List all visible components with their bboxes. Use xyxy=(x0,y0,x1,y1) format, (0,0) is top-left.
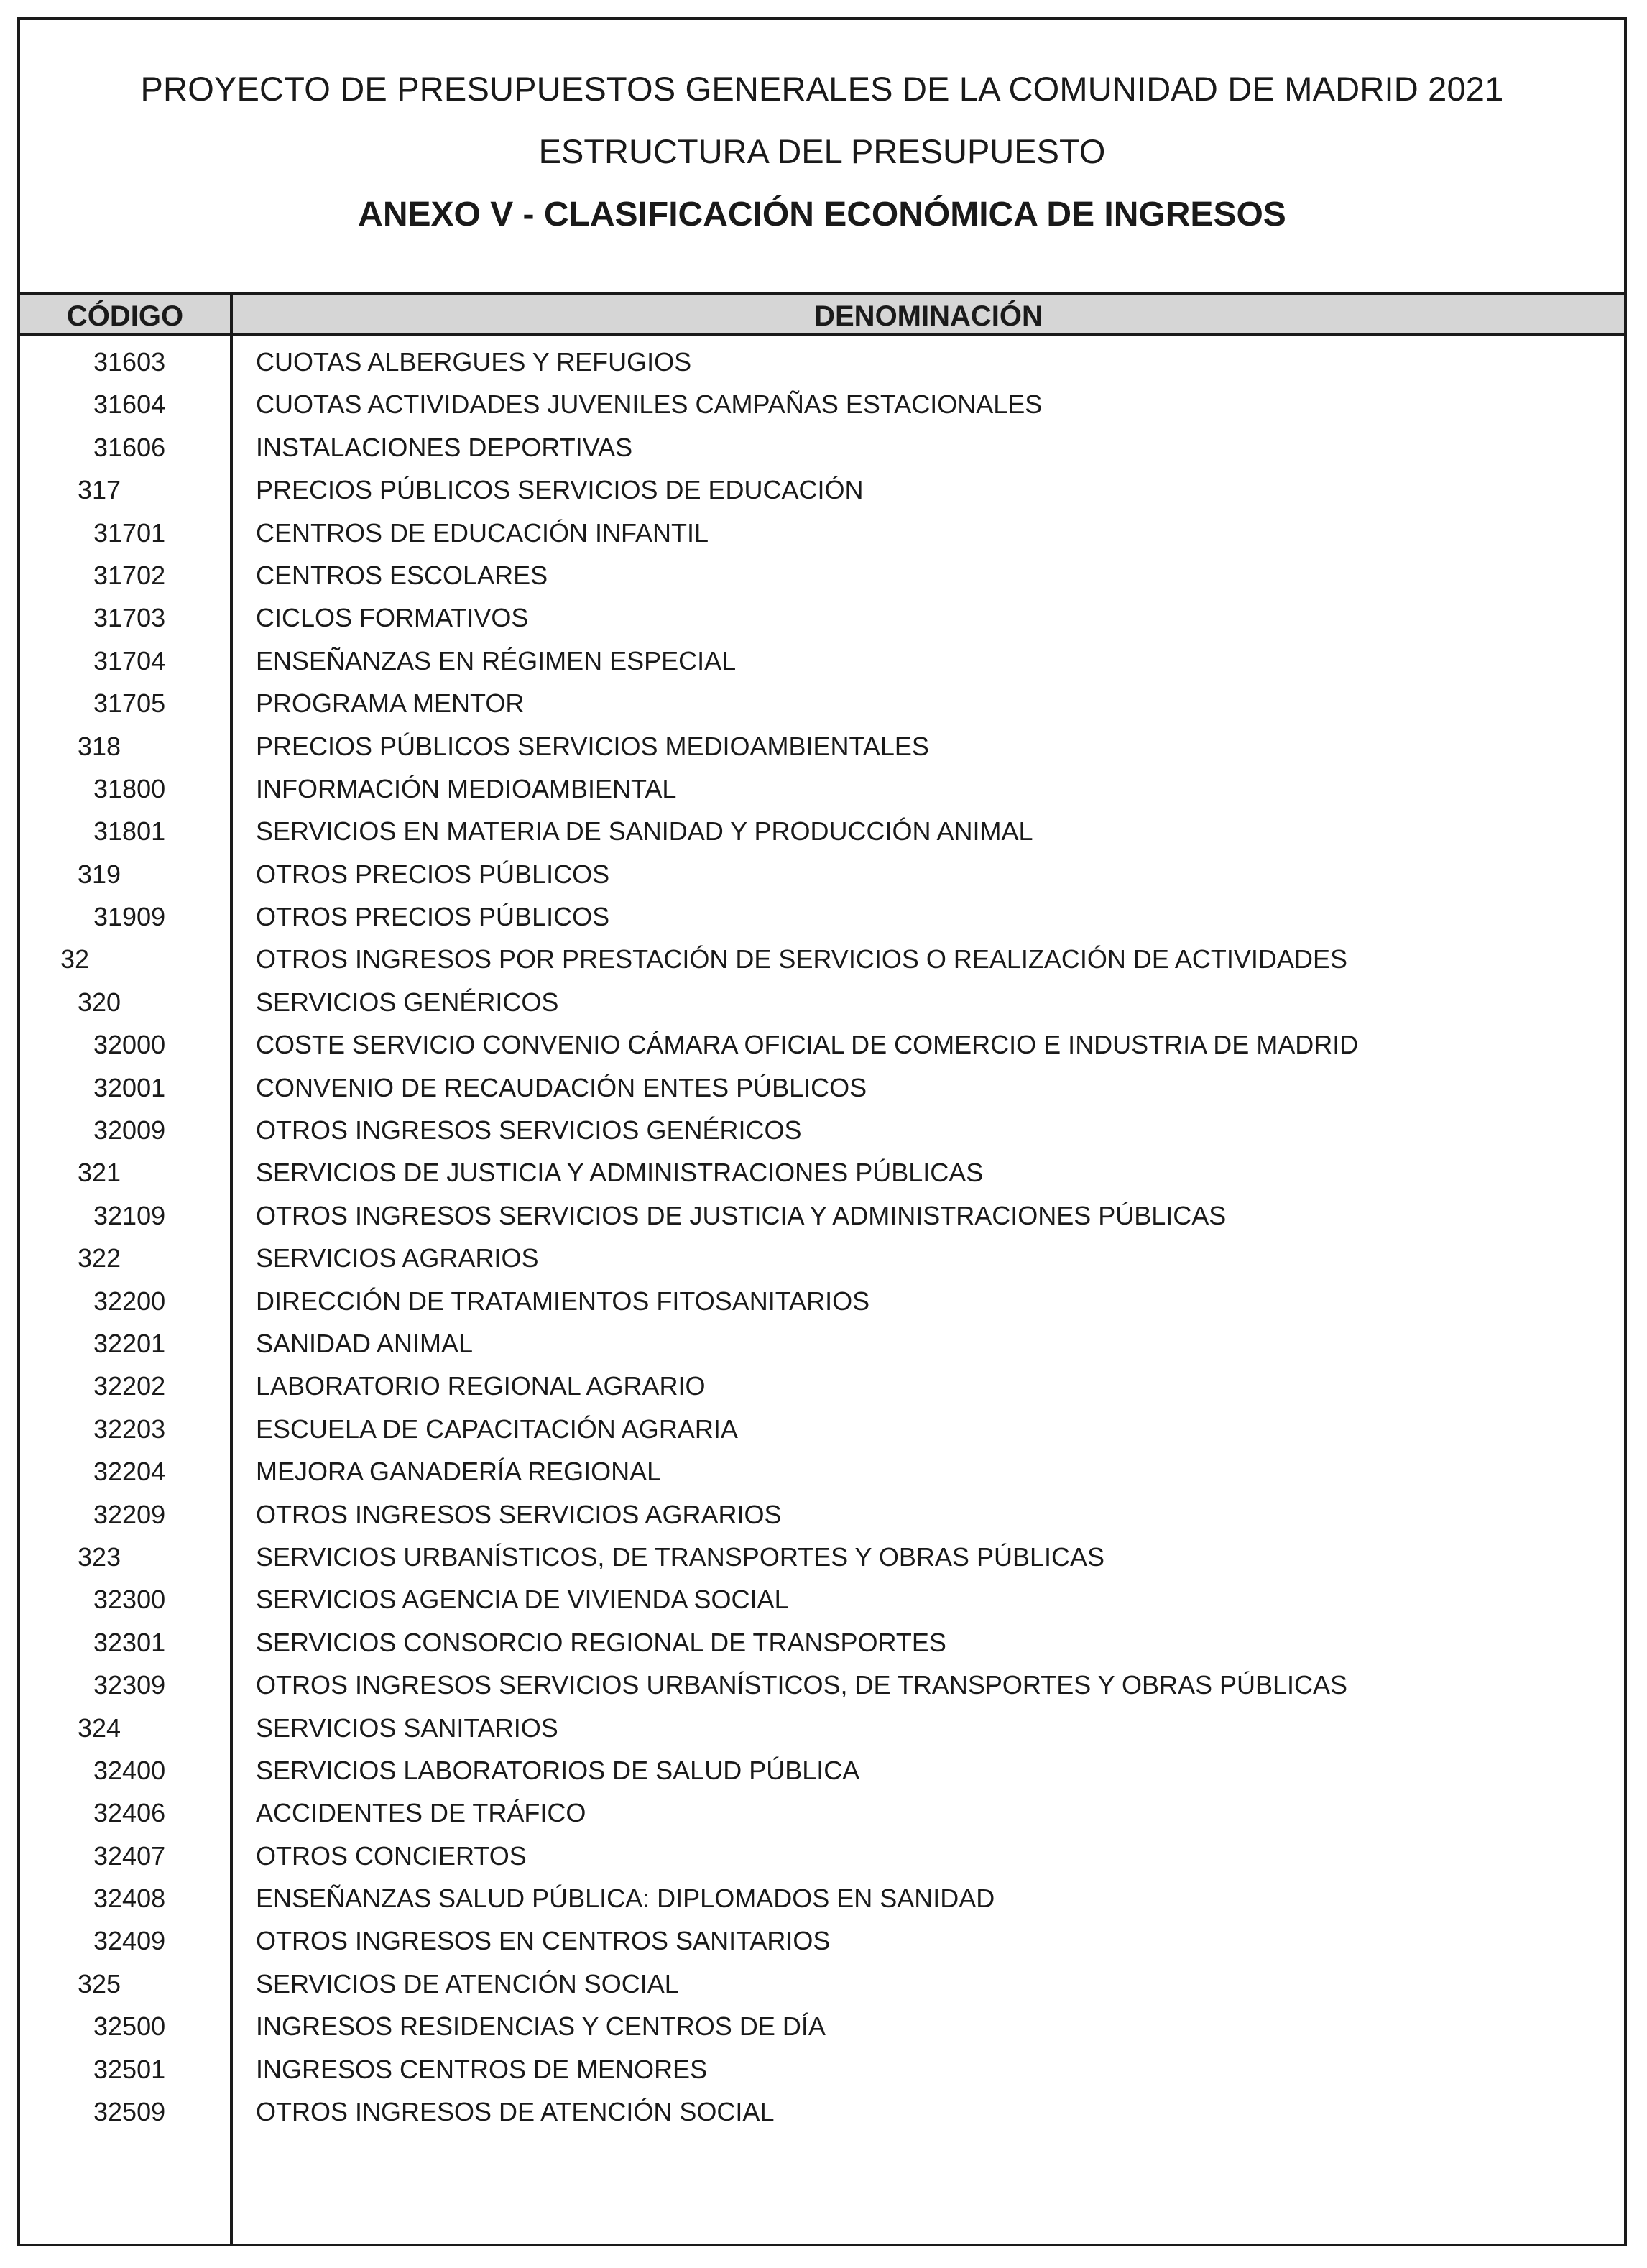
row-code: 32408 xyxy=(93,1884,166,1914)
row-denomination: DIRECCIÓN DE TRATAMIENTOS FITOSANITARIOS xyxy=(256,1286,870,1316)
row-code: 32509 xyxy=(93,2097,166,2127)
document-subtitle: ESTRUCTURA DEL PRESUPUESTO xyxy=(538,132,1106,170)
table-row xyxy=(20,1322,1624,1365)
row-code: 32309 xyxy=(93,1670,166,1700)
table-row xyxy=(20,1109,1624,1151)
row-denomination: OTROS CONCIERTOS xyxy=(256,1840,527,1871)
row-denomination: INGRESOS CENTROS DE MENORES xyxy=(256,2054,708,2084)
row-code: 31702 xyxy=(93,560,166,590)
row-code: 32009 xyxy=(93,1115,166,1145)
table-row xyxy=(20,1749,1624,1792)
document-frame xyxy=(17,17,1627,2246)
row-code: 31704 xyxy=(93,645,166,676)
table-row xyxy=(20,938,1624,980)
table-row xyxy=(20,596,1624,639)
row-denomination: SERVICIOS CONSORCIO REGIONAL DE TRANSPORTES xyxy=(256,1627,946,1657)
table-row xyxy=(20,1664,1624,1706)
row-code: 32202 xyxy=(93,1371,166,1401)
row-denomination: SERVICIOS AGRARIOS xyxy=(256,1243,539,1273)
table-row xyxy=(20,1919,1624,1962)
table-row xyxy=(20,1151,1624,1194)
row-denomination: MEJORA GANADERÍA REGIONAL xyxy=(256,1457,662,1487)
row-code: 32407 xyxy=(93,1840,166,1871)
table-row xyxy=(20,1194,1624,1237)
table-row xyxy=(20,2090,1624,2133)
row-code: 32300 xyxy=(93,1585,166,1615)
row-code: 32200 xyxy=(93,1286,166,1316)
row-code: 31705 xyxy=(93,688,166,719)
row-denomination: OTROS PRECIOS PÚBLICOS xyxy=(256,859,610,889)
row-denomination: SERVICIOS SANITARIOS xyxy=(256,1712,558,1743)
table-row xyxy=(20,1536,1624,1578)
row-code: 32001 xyxy=(93,1072,166,1102)
table-row xyxy=(20,2048,1624,2090)
table-row xyxy=(20,383,1624,425)
table-row xyxy=(20,1023,1624,1066)
row-denomination: CUOTAS ALBERGUES Y REFUGIOS xyxy=(256,347,692,377)
row-code: 32406 xyxy=(93,1798,166,1828)
table-row xyxy=(20,1877,1624,1919)
row-denomination: SERVICIOS URBANÍSTICOS, DE TRANSPORTES Y OBRAS PÚBLICAS xyxy=(256,1541,1105,1572)
row-code: 32201 xyxy=(93,1328,166,1358)
row-denomination: ACCIDENTES DE TRÁFICO xyxy=(256,1798,586,1828)
row-denomination: SERVICIOS EN MATERIA DE SANIDAD Y PRODUCCIÓN ANIMAL xyxy=(256,816,1033,847)
row-code: 32000 xyxy=(93,1030,166,1060)
row-denomination: SANIDAD ANIMAL xyxy=(256,1328,474,1358)
table-row xyxy=(20,853,1624,895)
row-code: 325 xyxy=(78,1968,121,1999)
row-code: 31701 xyxy=(93,517,166,548)
table-row xyxy=(20,1237,1624,1279)
row-code: 31703 xyxy=(93,603,166,633)
row-code: 32 xyxy=(60,944,90,974)
table-row xyxy=(20,810,1624,852)
row-denomination: SERVICIOS GENÉRICOS xyxy=(256,987,559,1017)
table-row xyxy=(20,1493,1624,1536)
row-denomination: OTROS INGRESOS EN CENTROS SANITARIOS xyxy=(256,1926,831,1956)
row-code: 32209 xyxy=(93,1499,166,1529)
row-denomination: OTROS INGRESOS SERVICIOS DE JUSTICIA Y ADMINISTRACIONES PÚBLICAS xyxy=(256,1200,1227,1230)
row-denomination: INFORMACIÓN MEDIOAMBIENTAL xyxy=(256,773,677,803)
row-denomination: CENTROS ESCOLARES xyxy=(256,560,548,590)
table-row xyxy=(20,1835,1624,1877)
row-code: 319 xyxy=(78,859,121,889)
row-denomination: INSTALACIONES DEPORTIVAS xyxy=(256,432,633,462)
row-denomination: CONVENIO DE RECAUDACIÓN ENTES PÚBLICOS xyxy=(256,1072,867,1102)
table-header xyxy=(20,295,1624,336)
row-denomination: OTROS INGRESOS SERVICIOS AGRARIOS xyxy=(256,1499,782,1529)
table-row xyxy=(20,469,1624,511)
column-header-code: CÓDIGO xyxy=(66,300,184,332)
table-row xyxy=(20,640,1624,682)
table-row xyxy=(20,1578,1624,1621)
row-code: 317 xyxy=(78,475,121,505)
table-row xyxy=(20,2005,1624,2047)
row-code: 320 xyxy=(78,987,121,1017)
row-code: 32301 xyxy=(93,1627,166,1657)
table-row xyxy=(20,1408,1624,1450)
row-code: 31604 xyxy=(93,389,166,420)
row-denomination: CENTROS DE EDUCACIÓN INFANTIL xyxy=(256,517,709,548)
row-denomination: PRECIOS PÚBLICOS SERVICIOS MEDIOAMBIENTALES xyxy=(256,731,929,761)
row-denomination: SERVICIOS DE ATENCIÓN SOCIAL xyxy=(256,1968,679,1999)
document-title: PROYECTO DE PRESUPUESTOS GENERALES DE LA COMUNIDAD DE MADRID 2021 xyxy=(140,70,1504,108)
table-row xyxy=(20,1621,1624,1664)
row-code: 32400 xyxy=(93,1755,166,1785)
row-denomination: LABORATORIO REGIONAL AGRARIO xyxy=(256,1371,706,1401)
table-row xyxy=(20,981,1624,1023)
row-denomination: ENSEÑANZAS EN RÉGIMEN ESPECIAL xyxy=(256,645,737,676)
annex-title: ANEXO V - CLASIFICACIÓN ECONÓMICA DE INGRESOS xyxy=(358,195,1286,234)
row-code: 31603 xyxy=(93,347,166,377)
table-row xyxy=(20,725,1624,767)
table-row xyxy=(20,895,1624,938)
row-code: 321 xyxy=(78,1158,121,1188)
table-row xyxy=(20,512,1624,554)
row-code: 32109 xyxy=(93,1200,166,1230)
row-code: 31606 xyxy=(93,432,166,462)
table-row xyxy=(20,554,1624,596)
row-denomination: SERVICIOS LABORATORIOS DE SALUD PÚBLICA xyxy=(256,1755,860,1785)
row-code: 31801 xyxy=(93,816,166,847)
table-row xyxy=(20,1963,1624,2005)
table-row xyxy=(20,1707,1624,1749)
row-code: 31909 xyxy=(93,902,166,932)
row-denomination: CUOTAS ACTIVIDADES JUVENILES CAMPAÑAS ESTACIONALES xyxy=(256,389,1043,420)
row-code: 324 xyxy=(78,1712,121,1743)
row-denomination: OTROS PRECIOS PÚBLICOS xyxy=(256,902,610,932)
row-code: 32203 xyxy=(93,1414,166,1444)
table-row xyxy=(20,1792,1624,1834)
row-code: 32409 xyxy=(93,1926,166,1956)
row-denomination: INGRESOS RESIDENCIAS Y CENTROS DE DÍA xyxy=(256,2011,826,2042)
row-denomination: SERVICIOS AGENCIA DE VIVIENDA SOCIAL xyxy=(256,1585,789,1615)
table-row xyxy=(20,1280,1624,1322)
row-denomination: OTROS INGRESOS POR PRESTACIÓN DE SERVICIOS O REALIZACIÓN DE ACTIVIDADES xyxy=(256,944,1347,974)
row-code: 323 xyxy=(78,1541,121,1572)
row-denomination: SERVICIOS DE JUSTICIA Y ADMINISTRACIONES PÚBLICAS xyxy=(256,1158,984,1188)
row-denomination: PRECIOS PÚBLICOS SERVICIOS DE EDUCACIÓN xyxy=(256,475,864,505)
table-row xyxy=(20,426,1624,469)
table-row xyxy=(20,1066,1624,1109)
row-denomination: OTROS INGRESOS DE ATENCIÓN SOCIAL xyxy=(256,2097,775,2127)
table-row xyxy=(20,1365,1624,1407)
row-denomination: COSTE SERVICIO CONVENIO CÁMARA OFICIAL DE COMERCIO E INDUSTRIA DE MADRID xyxy=(256,1030,1359,1060)
table-row xyxy=(20,767,1624,810)
row-denomination: ENSEÑANZAS SALUD PÚBLICA: DIPLOMADOS EN SANIDAD xyxy=(256,1884,995,1914)
row-code: 32501 xyxy=(93,2054,166,2084)
row-code: 322 xyxy=(78,1243,121,1273)
column-header-name: DENOMINACIÓN xyxy=(814,300,1043,332)
table-row xyxy=(20,1450,1624,1493)
table-body xyxy=(20,341,1624,2133)
row-denomination: ESCUELA DE CAPACITACIÓN AGRARIA xyxy=(256,1414,738,1444)
row-code: 318 xyxy=(78,731,121,761)
row-code: 32500 xyxy=(93,2011,166,2042)
row-code: 32204 xyxy=(93,1457,166,1487)
row-denomination: OTROS INGRESOS SERVICIOS URBANÍSTICOS, DE TRANSPORTES Y OBRAS PÚBLICAS xyxy=(256,1670,1348,1700)
document-header xyxy=(20,20,1624,295)
table-row xyxy=(20,341,1624,383)
row-denomination: OTROS INGRESOS SERVICIOS GENÉRICOS xyxy=(256,1115,802,1145)
table-row xyxy=(20,682,1624,724)
row-denomination: CICLOS FORMATIVOS xyxy=(256,603,529,633)
row-denomination: PROGRAMA MENTOR xyxy=(256,688,525,719)
row-code: 31800 xyxy=(93,773,166,803)
